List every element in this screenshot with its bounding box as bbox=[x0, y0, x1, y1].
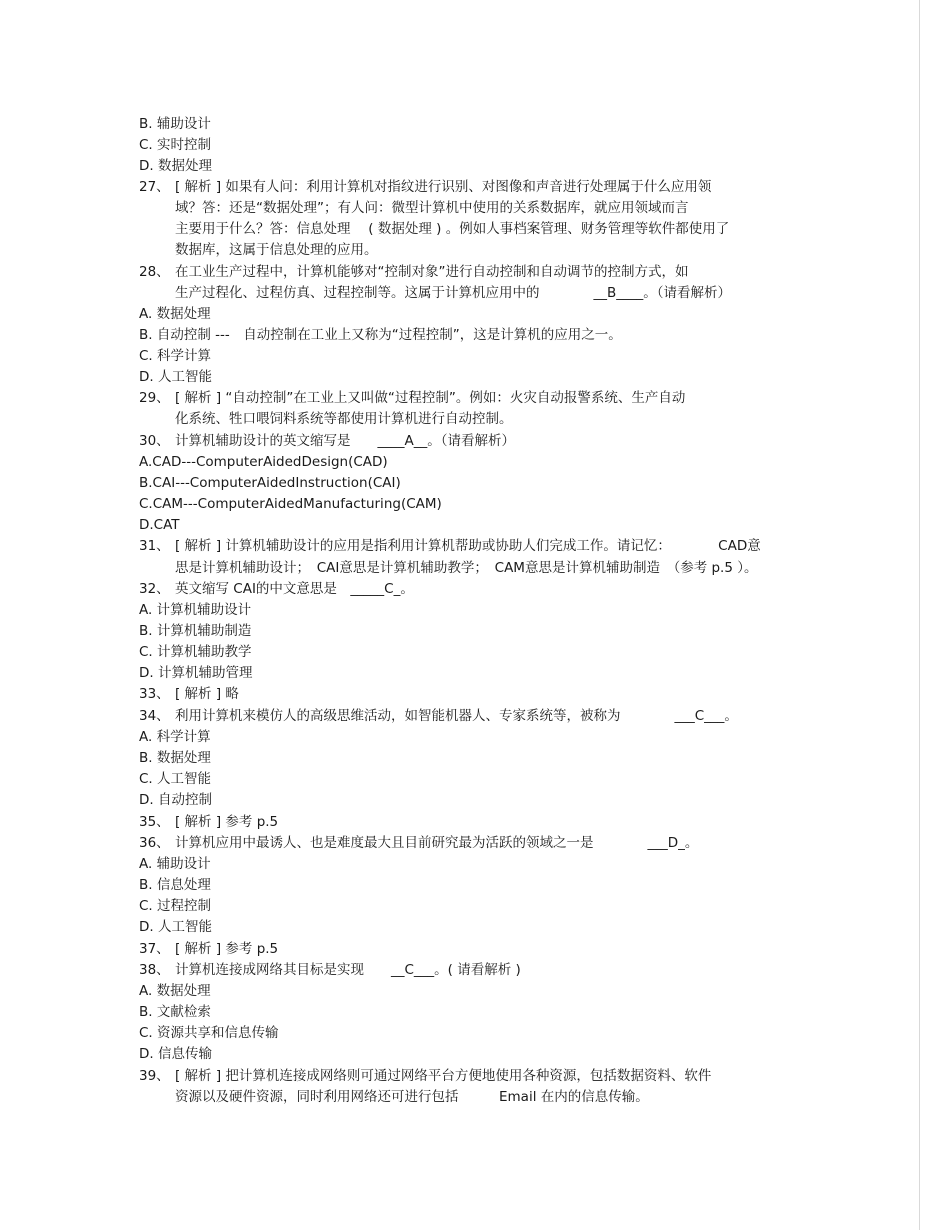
answer-option: C.CAM---ComputerAidedManufacturing(CAM) bbox=[139, 496, 442, 512]
answer-option: C. 科学计算 bbox=[139, 348, 212, 364]
question-text: [ 解析 ] 参考 p.5 bbox=[175, 941, 279, 957]
question-text: 主要用于什么？答：信息处理 ( 数据处理 ) 。例如人事档案管理、财务管理等软件都使用了 bbox=[175, 221, 730, 237]
question-text: [ 解析 ] 计算机辅助设计的应用是指利用计算机帮助或协助人们完成工作。请记忆： CAD意 bbox=[175, 538, 761, 554]
answer-option: D.CAT bbox=[139, 517, 180, 533]
question-number: 34、 bbox=[139, 708, 170, 724]
answer-option: A. 计算机辅助设计 bbox=[139, 602, 252, 618]
answer-option: B. 信息处理 bbox=[139, 877, 211, 893]
question-number: 27、 bbox=[139, 179, 170, 195]
question-number: 35、 bbox=[139, 814, 170, 830]
question-number: 36、 bbox=[139, 835, 170, 851]
question-text: 思是计算机辅助设计； CAI意思是计算机辅助教学； CAM意思是计算机辅助制造 （参考 p.5 ）。 bbox=[175, 560, 758, 576]
question-number: 39、 bbox=[139, 1068, 170, 1084]
answer-option: A.CAD---ComputerAidedDesign(CAD) bbox=[139, 454, 388, 470]
question-number: 30、 bbox=[139, 433, 170, 449]
question-number: 31、 bbox=[139, 538, 170, 554]
answer-option: D. 自动控制 bbox=[139, 792, 212, 808]
question-text: [ 解析 ] “自动控制”在工业上又叫做“过程控制”。例如：火灾自动报警系统、生产自动 bbox=[175, 390, 686, 406]
answer-option: C. 资源共享和信息传输 bbox=[139, 1025, 279, 1041]
question-number: 38、 bbox=[139, 962, 170, 978]
answer-option: B. 计算机辅助制造 bbox=[139, 623, 252, 639]
answer-option: A. 辅助设计 bbox=[139, 856, 211, 872]
question-number: 33、 bbox=[139, 686, 170, 702]
question-text: [ 解析 ] 把计算机连接成网络则可通过网络平台方便地使用各种资源，包括数据资料、软件 bbox=[175, 1068, 712, 1084]
question-text: 英文缩写 CAI的中文意思是 _____C_。 bbox=[175, 581, 414, 597]
answer-option: C. 过程控制 bbox=[139, 898, 212, 914]
answer-option: B. 辅助设计 bbox=[139, 116, 211, 132]
question-text: 计算机应用中最诱人、也是难度最大且目前研究最为活跃的领域之一是 ___D_。 bbox=[175, 835, 699, 851]
page-edge-divider bbox=[919, 0, 920, 1230]
answer-option: C. 计算机辅助教学 bbox=[139, 644, 252, 660]
answer-option: D. 信息传输 bbox=[139, 1046, 212, 1062]
answer-option: B.CAI---ComputerAidedInstruction(CAI) bbox=[139, 475, 401, 491]
question-text: 资源以及硬件资源，同时利用网络还可进行包括 Email 在内的信息传输。 bbox=[175, 1089, 649, 1105]
answer-option: A. 数据处理 bbox=[139, 983, 211, 999]
answer-option: D. 人工智能 bbox=[139, 919, 212, 935]
question-number: 29、 bbox=[139, 390, 170, 406]
question-number: 32、 bbox=[139, 581, 170, 597]
answer-option: D. 人工智能 bbox=[139, 369, 212, 385]
answer-option: D. 数据处理 bbox=[139, 158, 212, 174]
answer-option: C. 人工智能 bbox=[139, 771, 212, 787]
answer-option: B. 自动控制 --- 自动控制在工业上又称为“过程控制”，这是计算机的应用之一。 bbox=[139, 327, 622, 343]
question-text: 利用计算机来模仿人的高级思维活动，如智能机器人、专家系统等，被称为 ___C___。 bbox=[175, 708, 738, 724]
question-text: 数据库，这属于信息处理的应用。 bbox=[175, 242, 378, 258]
question-text: 在工业生产过程中，计算机能够对“控制对象”进行自动控制和自动调节的控制方式，如 bbox=[175, 264, 689, 280]
question-text: 生产过程化、过程仿真、过程控制等。这属于计算机应用中的 __B____。（请看解析） bbox=[175, 285, 732, 301]
question-text: [ 解析 ] 略 bbox=[175, 686, 239, 702]
question-text: 域？答：还是“数据处理”；有人问：微型计算机中使用的关系数据库，就应用领域而言 bbox=[175, 200, 689, 216]
question-text: 计算机连接成网络其目标是实现 __C___。( 请看解析 ) bbox=[175, 962, 521, 978]
question-number: 28、 bbox=[139, 264, 170, 280]
question-text: [ 解析 ] 参考 p.5 bbox=[175, 814, 279, 830]
answer-option: B. 文献检索 bbox=[139, 1004, 211, 1020]
answer-option: D. 计算机辅助管理 bbox=[139, 665, 253, 681]
question-text: 化系统、牲口喂饲料系统等都使用计算机进行自动控制。 bbox=[175, 411, 513, 427]
answer-option: A. 科学计算 bbox=[139, 729, 211, 745]
question-number: 37、 bbox=[139, 941, 170, 957]
answer-option: C. 实时控制 bbox=[139, 137, 212, 153]
question-text: 计算机辅助设计的英文缩写是 ____A__。（请看解析） bbox=[175, 433, 515, 449]
answer-option: B. 数据处理 bbox=[139, 750, 211, 766]
question-text: [ 解析 ] 如果有人问：利用计算机对指纹进行识别、对图像和声音进行处理属于什么应用领 bbox=[175, 179, 712, 195]
answer-option: A. 数据处理 bbox=[139, 306, 211, 322]
